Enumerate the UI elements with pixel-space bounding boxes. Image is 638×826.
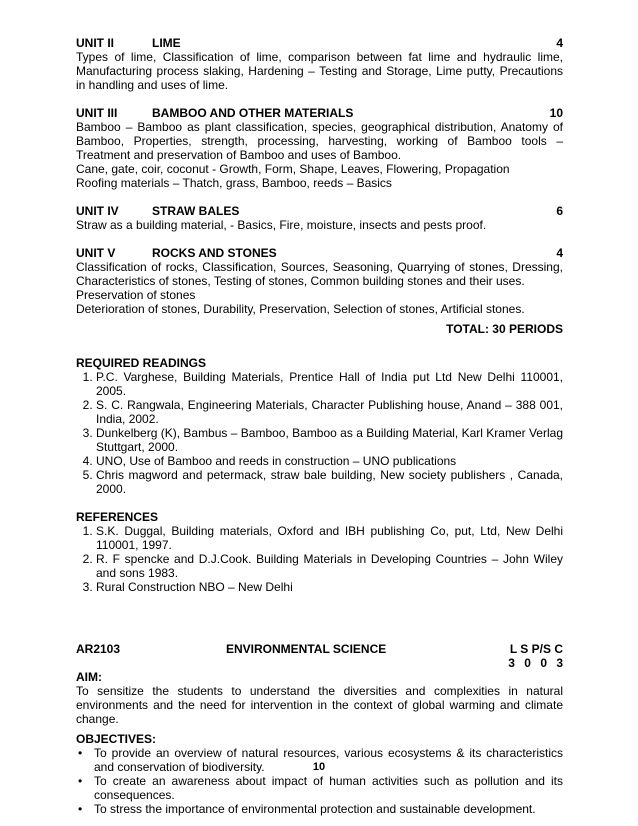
objectives-list [76, 746, 563, 816]
unit-section [76, 106, 563, 190]
required-readings-list [76, 370, 563, 496]
unit-heading [76, 106, 563, 120]
unit-text: Cane, gate, coir, coconut - Growth, Form, Shape, Leaves, Flowering, Propagation [76, 162, 510, 176]
list-item: 3. Rural Construction NBO – New Delhi [96, 580, 563, 594]
unit-text: Straw as a building material, - Basics, Fire, moisture, insects and pests proof. [76, 218, 487, 232]
unit-text: Roofing materials – Thatch, grass, Bamboo, reeds – Basics [76, 176, 392, 190]
unit-code: UNIT IV [76, 204, 119, 218]
list-item: 3. Dunkelberg (K), Bambus – Bamboo, Bamboo as a Building Material, Karl Kramer Verlag Stuttgart, 2000. [96, 426, 563, 454]
unit-text: Bamboo – Bamboo as plant classification, species, geographical distribution, Anatomy of Bamboo, Properties, strength, processing, harvesting, working of Bamboo tools – Treatment and preservation of Bamboo and uses of Bamboo. [76, 120, 563, 162]
unit-text: Classification of rocks, Classification, Sources, Seasoning, Quarrying of stones, Dressing, Characteristics of stones, Testing of stones, Common building stones and their uses. [76, 260, 563, 288]
course-code: AR2103 [76, 642, 121, 656]
aim-title: AIM: [76, 670, 102, 684]
references-title: REFERENCES [76, 510, 159, 524]
list-item: 1. P.C. Varghese, Building Materials, Prentice Hall of India put Ltd New Delhi 110001, 2005. [96, 370, 563, 398]
objectives-title: OBJECTIVES: [76, 732, 157, 746]
list-item: 2. S. C. Rangwala, Engineering Materials, Character Publishing house, Anand – 388 001, India, 2002. [96, 398, 563, 426]
course-title: ENVIRONMENTAL SCIENCE [226, 642, 387, 656]
aim-text: To sensitize the students to understand the diversities and complexities in natural environments and the need for intervention in the context of global warming and climate change. [76, 684, 563, 726]
page-content [76, 36, 563, 816]
unit-code: UNIT V [76, 246, 116, 260]
list-item: 4. UNO, Use of Bamboo and reeds in construction – UNO publications [96, 454, 563, 468]
list-item: • To create an awareness about impact of human activities such as pollution and its consequences. [94, 774, 563, 802]
unit-heading [76, 36, 563, 50]
unit-title: STRAW BALES [152, 204, 240, 218]
list-item: • To provide an overview of natural resources, various ecosystems & its characteristics and conservation of biodiversity. [94, 746, 563, 774]
list-item: 5. Chris magword and petermack, straw bale building, New society publishers , Canada, 2000. [96, 468, 563, 496]
list-item: • To stress the importance of environmental protection and sustainable development. [94, 802, 563, 816]
page-number: 10 [312, 761, 326, 773]
unit-text: Deterioration of stones, Durability, Preservation, Selection of stones, Artificial stones. [76, 302, 525, 316]
unit-title: ROCKS AND STONES [152, 246, 277, 260]
unit-text: Types of lime, Classification of lime, comparison between fat lime and hydraulic lime, Manufacturing process slaking, Hardening – Testing and Storage, Lime putty, Precautions in handling and uses of lime. [76, 50, 563, 92]
unit-title: BAMBOO AND OTHER MATERIALS [152, 106, 354, 120]
references-list [76, 524, 563, 594]
list-item: 1. S.K. Duggal, Building materials, Oxford and IBH publishing Co, put, Ltd, New Delhi 110001, 1997. [96, 524, 563, 552]
unit-title: LIME [152, 36, 181, 50]
unit-hours: 6 [556, 204, 563, 218]
unit-hours: 4 [556, 246, 563, 260]
unit-section [76, 204, 563, 232]
required-readings-title: REQUIRED READINGS [76, 356, 207, 370]
credits-header: L S P/S C [509, 642, 563, 656]
unit-heading [76, 204, 563, 218]
unit-section [76, 246, 563, 316]
unit-hours: 4 [556, 36, 563, 50]
unit-text: Preservation of stones [76, 288, 196, 302]
unit-code: UNIT II [76, 36, 114, 50]
unit-code: UNIT III [76, 106, 118, 120]
list-item: 2. R. F spencke and D.J.Cook. Building Materials in Developing Countries – John Wiley and sons 1983. [96, 552, 563, 580]
total-periods: TOTAL: 30 PERIODS [446, 322, 563, 336]
unit-heading [76, 246, 563, 260]
course-heading [76, 642, 563, 656]
unit-section [76, 36, 563, 92]
credits-values: 3 0 0 3 [508, 656, 563, 670]
unit-hours: 10 [549, 106, 563, 120]
